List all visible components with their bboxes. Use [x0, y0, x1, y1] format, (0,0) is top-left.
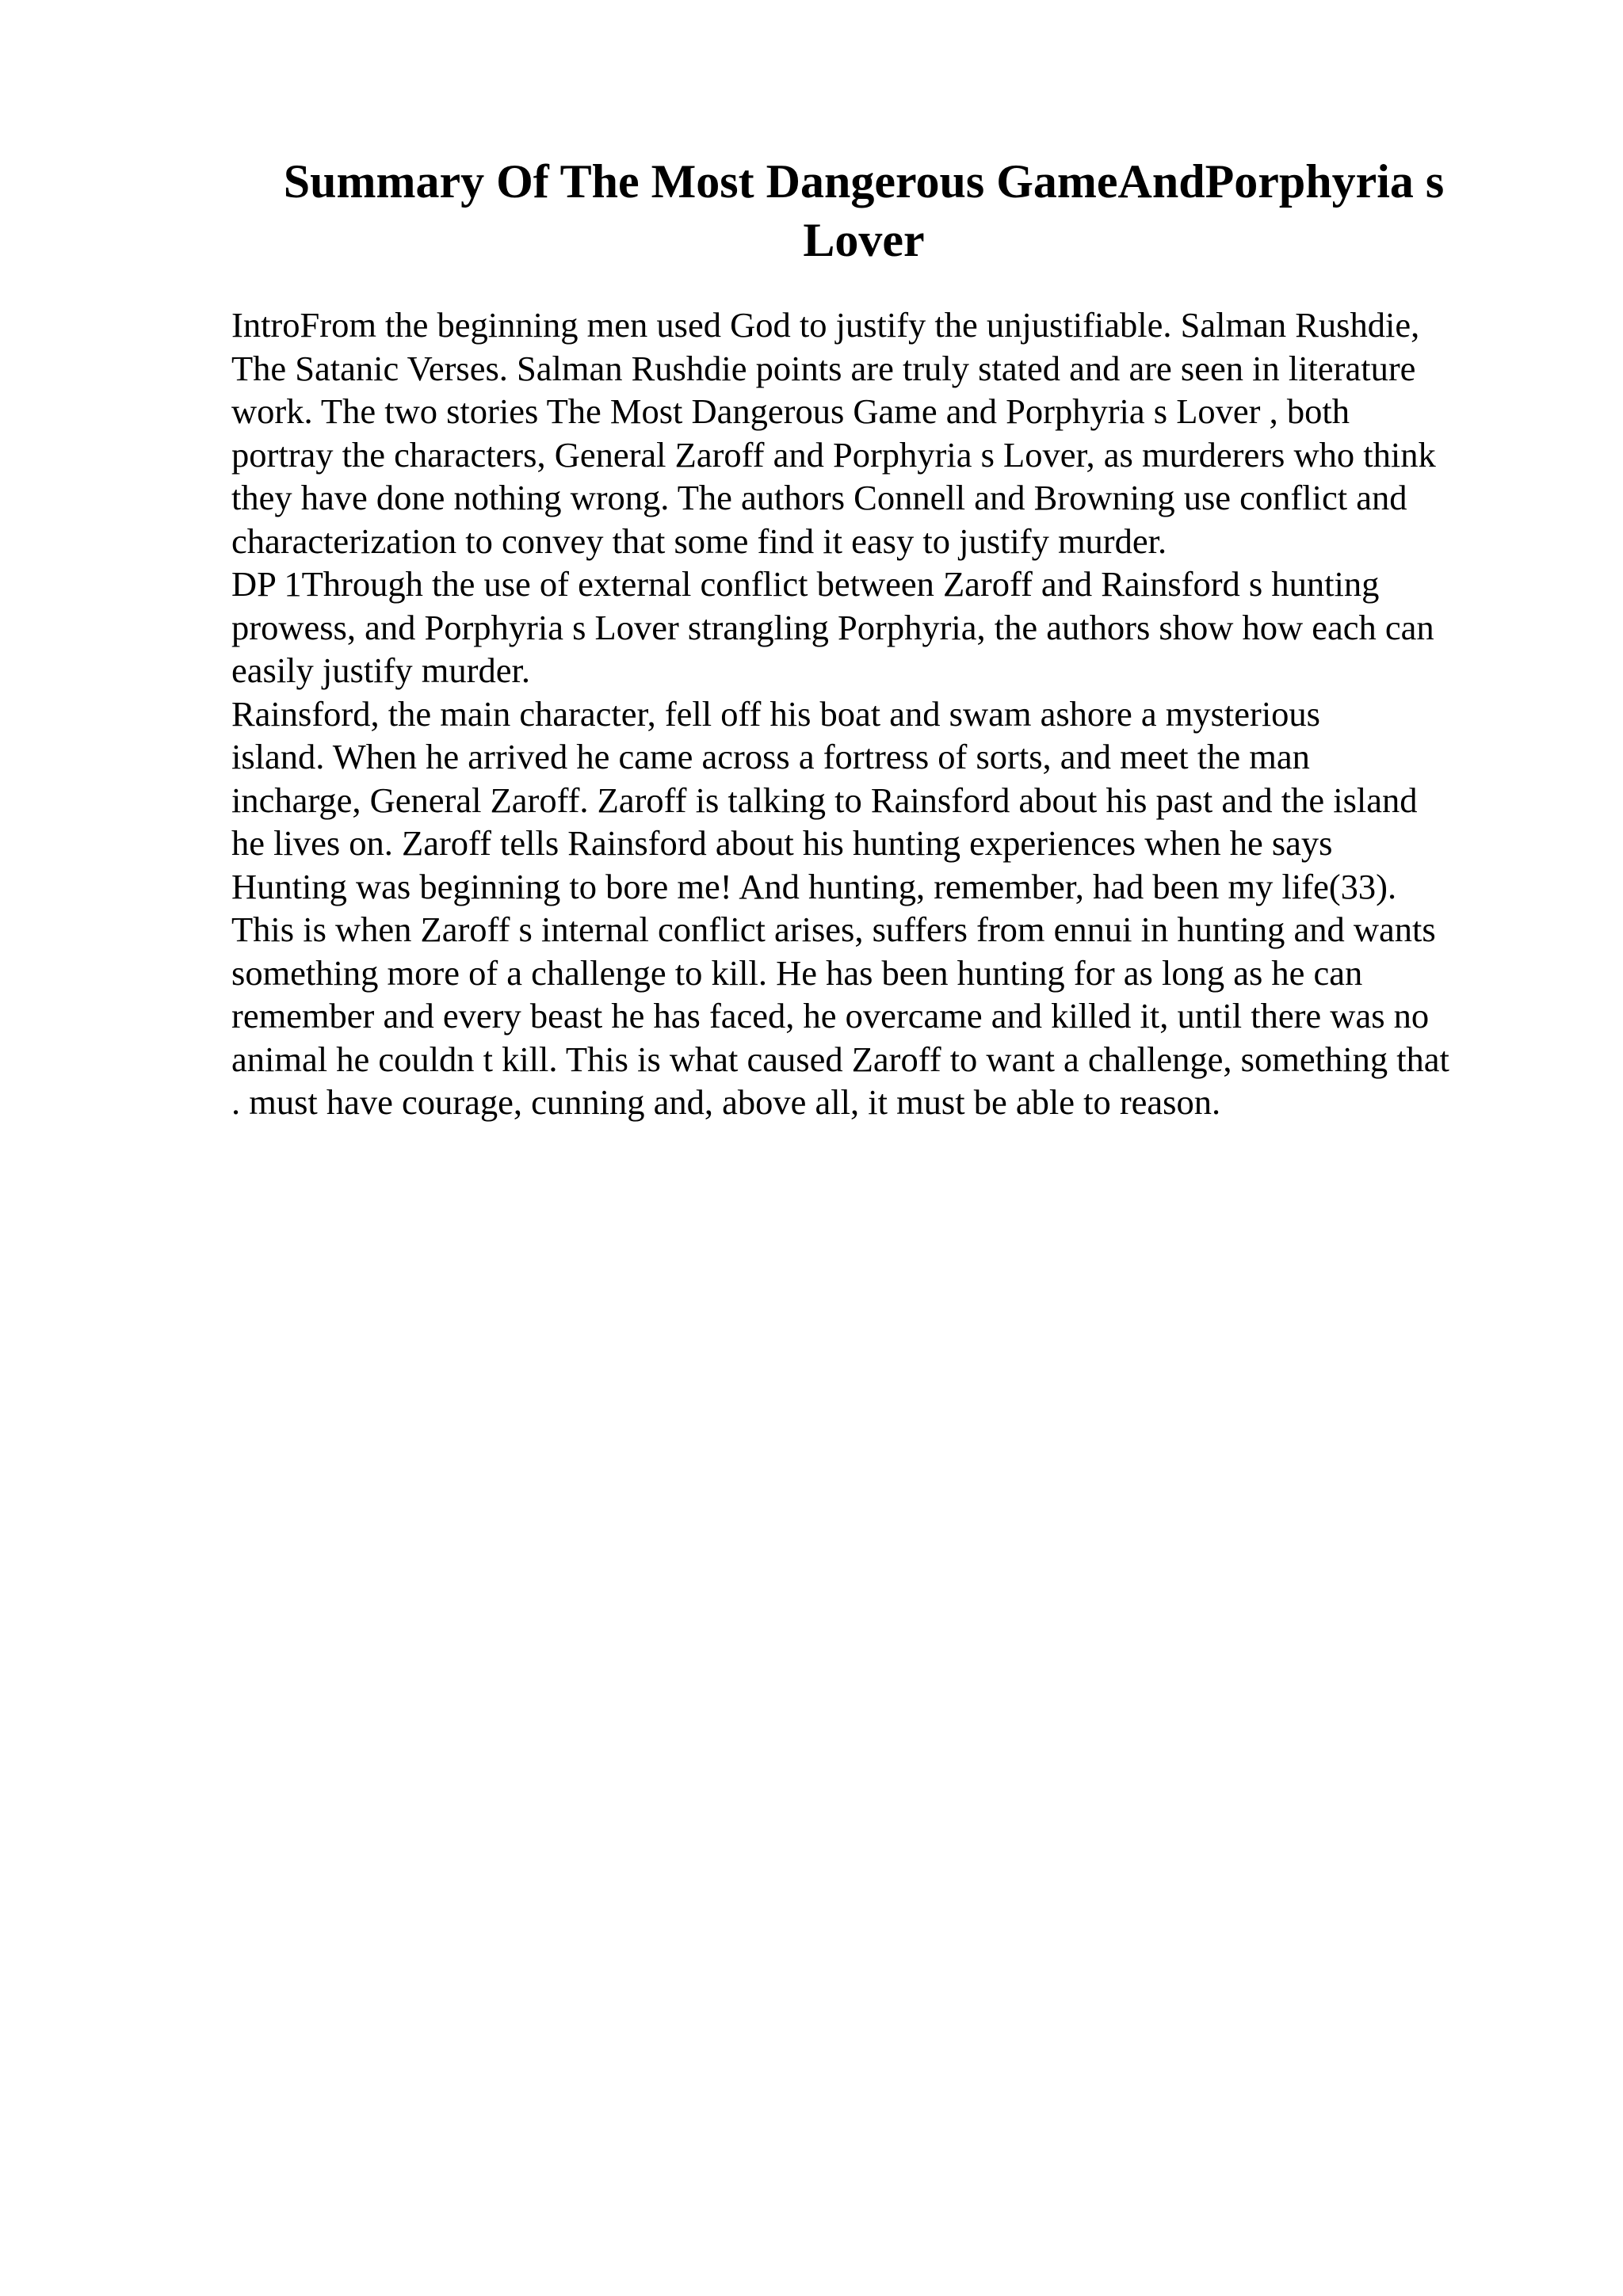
text-line: Hunting was beginning to bore me! And hunting, remember, had been my life(33). [231, 866, 1397, 906]
title-line: Summary Of The Most Dangerous GameAndPorphyria s [283, 155, 1445, 208]
text-line: he lives on. Zaroff tells Rainsford about his hunting experiences when he says [231, 823, 1333, 863]
text-line: . must have courage, cunning and, above all, it must be able to reason. [231, 1082, 1221, 1122]
text-line: easily justify murder. [231, 650, 530, 690]
text-line: IntroFrom the beginning men used God to justify the unjustifiable. Salman Rushdie, [231, 305, 1420, 345]
document-title [230, 152, 1498, 269]
text-line: The Satanic Verses. Salman Rushdie points are truly stated and are seen in literature [231, 348, 1416, 388]
text-line: remember and every beast he has faced, he overcame and killed it, until there was no [231, 996, 1430, 1035]
text-line: DP 1Through the use of external conflict between Zaroff and Rainsford s hunting [231, 564, 1380, 604]
text-line: characterization to convey that some find it easy to justify murder. [231, 521, 1167, 561]
text-line: something more of a challenge to kill. He has been hunting for as long as he can [231, 952, 1363, 993]
text-line: prowess, and Porphyria s Lover strangling Porphyria, the authors show how each can [231, 607, 1434, 647]
text-line: incharge, General Zaroff. Zaroff is talking to Rainsford about his past and the island [231, 780, 1418, 820]
text-line: Rainsford, the main character, fell off his boat and swam ashore a mysterious [231, 693, 1321, 734]
text-line: portray the characters, General Zaroff and Porphyria s Lover, as murderers who think [231, 434, 1436, 475]
text-line: animal he couldn t kill. This is what caused Zaroff to want a challenge, something that [231, 1039, 1449, 1079]
title-line: Lover [803, 214, 925, 266]
text-line: island. When he arrived he came across a fortress of sorts, and meet the man [231, 737, 1310, 776]
text-line: work. The two stories The Most Dangerous Game and Porphyria s Lover , both [231, 391, 1350, 431]
text-line: they have done nothing wrong. The authors Connell and Browning use conflict and [231, 478, 1407, 517]
document-body [231, 303, 1594, 1124]
text-line: This is when Zaroff s internal conflict arises, suffers from ennui in hunting and wants [231, 910, 1436, 949]
